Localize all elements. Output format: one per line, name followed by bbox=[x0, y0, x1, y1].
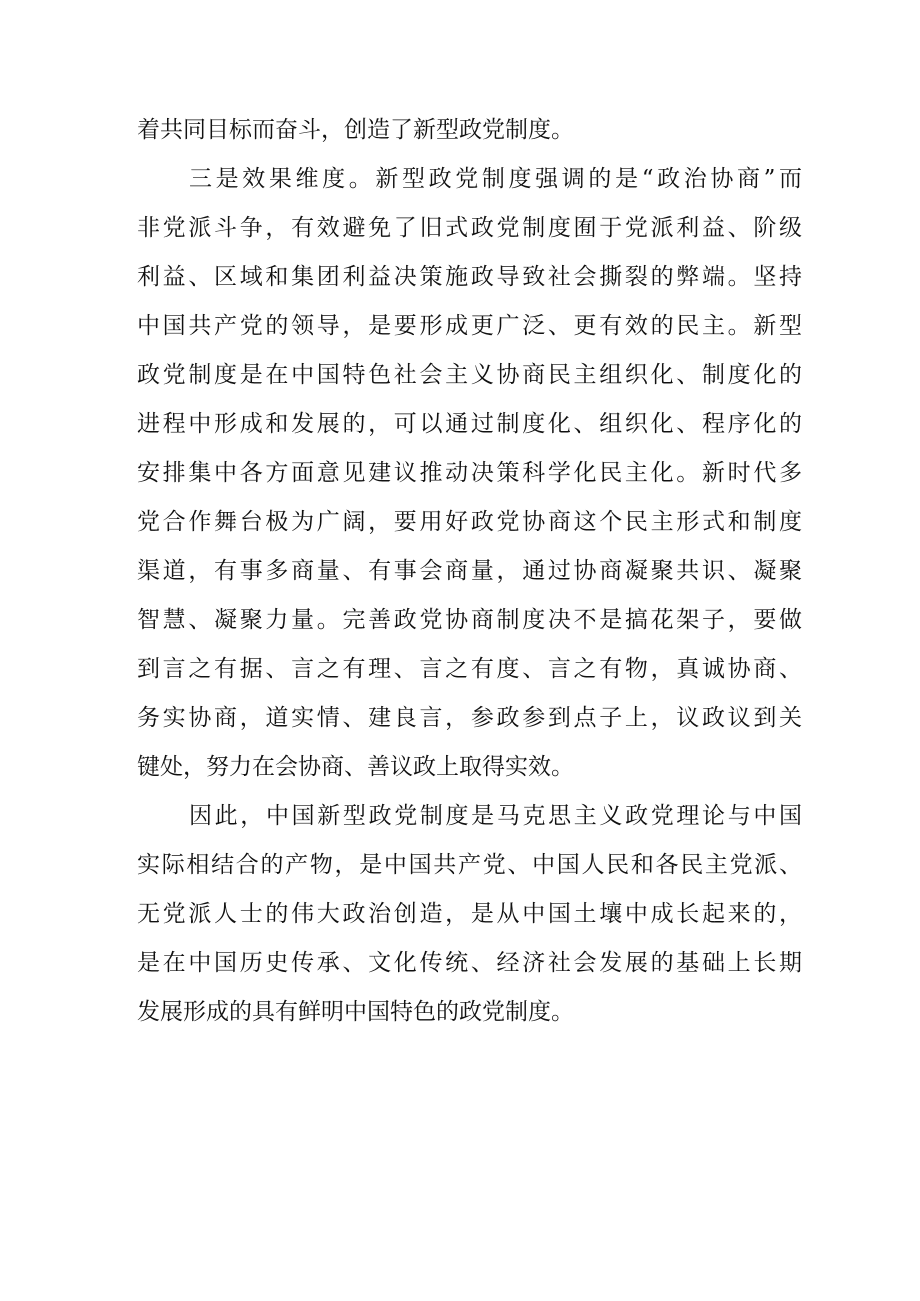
paragraph-line: 进程中形成和发展的，可以通过制度化、组织化、程序化的 bbox=[137, 411, 802, 437]
paragraph-2 bbox=[137, 155, 802, 792]
paragraph-line: 非党派斗争，有效避免了旧式政党制度囿于党派利益、阶级 bbox=[137, 215, 802, 241]
paragraph-line: 到言之有据、言之有理、言之有度、言之有物，真诚协商、 bbox=[137, 656, 802, 682]
paragraph-line: 发展形成的具有鲜明中国特色的政党制度。 bbox=[137, 999, 574, 1025]
paragraph-line: 着共同目标而奋斗，创造了新型政党制度。 bbox=[137, 117, 574, 143]
paragraph-line: 党合作舞台极为广阔，要用好政党协商这个民主形式和制度 bbox=[137, 509, 802, 535]
paragraph-line: 务实协商，道实情、建良言，参政参到点子上，议政议到关 bbox=[137, 705, 802, 731]
paragraph-3 bbox=[137, 792, 802, 1037]
paragraph-line: 智慧、凝聚力量。完善政党协商制度决不是搞花架子，要做 bbox=[137, 607, 802, 633]
paragraph-line: 中国共产党的领导，是要形成更广泛、更有效的民主。新型 bbox=[137, 313, 802, 339]
paragraph-line: 因此，中国新型政党制度是马克思主义政党理论与中国 bbox=[189, 803, 802, 829]
paragraph-line: 政党制度是在中国特色社会主义协商民主组织化、制度化的 bbox=[137, 362, 802, 388]
paragraph-line: 无党派人士的伟大政治创造，是从中国土壤中成长起来的， bbox=[137, 901, 802, 927]
paragraph-line: 键处，努力在会协商、善议政上取得实效。 bbox=[137, 754, 574, 780]
paragraph-1 bbox=[137, 106, 802, 155]
paragraph-line: 安排集中各方面意见建议推动决策科学化民主化。新时代多 bbox=[137, 460, 802, 486]
paragraph-line: 利益、区域和集团利益决策施政导致社会撕裂的弊端。坚持 bbox=[137, 264, 802, 290]
paragraph-line: 三是效果维度。新型政党制度强调的是“政治协商”而 bbox=[189, 166, 802, 192]
paragraph-line: 实际相结合的产物，是中国共产党、中国人民和各民主党派、 bbox=[137, 852, 802, 878]
paragraph-line: 是在中国历史传承、文化传统、经济社会发展的基础上长期 bbox=[137, 950, 802, 976]
document-body bbox=[137, 106, 802, 1037]
paragraph-line: 渠道，有事多商量、有事会商量，通过协商凝聚共识、凝聚 bbox=[137, 558, 802, 584]
